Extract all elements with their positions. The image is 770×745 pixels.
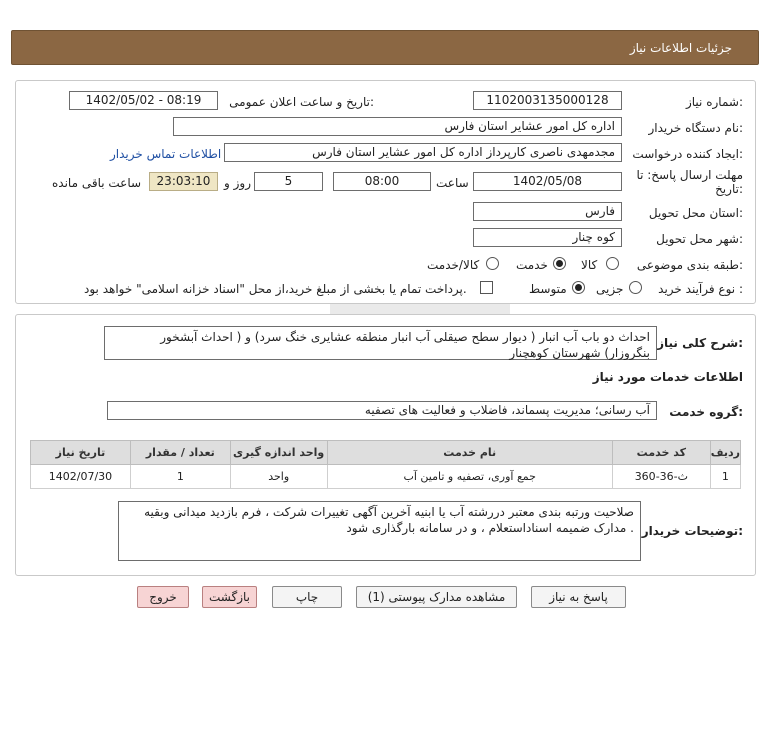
buyer-notes-field: صلاحیت ورتبه بندی معتبر دررشته آب یا ابنیه آخرین آگهی تغییرات شرکت ، فرم بازدید میدانی وبقیه مدارک ضمیمه اسناداستعلام ، و در سامانه بارگذاری شود . xyxy=(118,501,641,561)
category-radio-goods[interactable] xyxy=(606,257,619,270)
process-radio-medium[interactable] xyxy=(572,281,585,294)
buyer-contact-link[interactable]: اطلاعات تماس خریدار xyxy=(110,147,222,161)
category-radio-goods-service[interactable] xyxy=(486,257,499,270)
province-field: فارس xyxy=(473,202,622,221)
cell-need-date: 1402/07/30 xyxy=(31,465,131,489)
creator-label: ایجاد کننده درخواست: xyxy=(632,147,743,161)
col-header-row-number: ردیف xyxy=(710,441,740,465)
province-label: استان محل تحویل: xyxy=(648,206,743,220)
need-number-field: 1102003135000128 xyxy=(473,91,622,110)
col-header-quantity: تعداد / مقدار xyxy=(130,441,230,465)
category-label: طبقه بندی موضوعی: xyxy=(636,258,743,272)
announce-field: 1402/05/02 - 08:19 xyxy=(69,91,218,110)
process-label: نوع فرآیند خرید : xyxy=(658,282,743,296)
cell-service-code: ث-36-360 xyxy=(612,465,710,489)
category-option-service: خدمت xyxy=(516,258,548,272)
city-field: کوه چنار xyxy=(473,228,622,247)
table-row xyxy=(31,465,741,489)
exit-button[interactable]: خروج xyxy=(137,586,189,608)
page-header xyxy=(11,30,759,65)
creator-field: مجدمهدی ناصری کارپرداز اداره کل امور عشایر استان فارس xyxy=(224,143,622,162)
services-heading: اطلاعات خدمات مورد نیاز xyxy=(592,370,743,384)
buyer-notes-label: توضیحات خریدار: xyxy=(641,524,743,538)
view-attachments-button[interactable]: مشاهده مدارک پیوستی (1) xyxy=(356,586,517,608)
col-header-service-name: نام خدمت xyxy=(327,441,612,465)
buyer-org-field: اداره کل امور عشایر استان فارس xyxy=(173,117,622,136)
need-number-label: شماره نیاز: xyxy=(685,95,743,109)
process-radio-minor[interactable] xyxy=(629,281,642,294)
category-option-goods-service: کالا/خدمت xyxy=(427,258,480,272)
deadline-date-label: تاریخ: xyxy=(715,182,743,196)
service-group-label: گروه خدمت: xyxy=(669,405,743,419)
deadline-time-field: 08:00 xyxy=(333,172,431,191)
service-group-field: آب رسانی؛ مدیریت پسماند، فاضلاب و فعالیت های تصفیه xyxy=(107,401,657,420)
summary-field: احداث دو باب آب انبار ( دیوار سطح صیقلی آب انبار منطقه عشایری خنگ سرد) و ( احداث آبشخور بنگروزار) شهرستان کوهچنار xyxy=(104,326,657,360)
col-header-unit: واحد اندازه گیری xyxy=(230,441,327,465)
cell-unit: واحد xyxy=(230,465,327,489)
table-header-row xyxy=(31,441,741,465)
category-option-goods: کالا xyxy=(581,258,598,272)
treasury-payment-checkbox[interactable] xyxy=(480,281,493,294)
cell-row-number: 1 xyxy=(710,465,740,489)
process-option-medium: متوسط xyxy=(529,282,567,296)
buyer-org-label: نام دستگاه خریدار: xyxy=(648,121,743,135)
reply-button[interactable]: پاسخ به نیاز xyxy=(531,586,626,608)
summary-label: شرح کلی نیاز: xyxy=(657,336,743,350)
col-header-need-date: تاریخ نیاز xyxy=(31,441,131,465)
category-radio-service[interactable] xyxy=(553,257,566,270)
deadline-time-label: ساعت xyxy=(436,176,469,190)
announce-label: تاریخ و ساعت اعلان عمومی: xyxy=(229,95,374,109)
page-title: جزئیات اطلاعات نیاز xyxy=(629,41,732,55)
process-option-minor: جزیی xyxy=(596,282,624,296)
back-button[interactable]: بازگشت xyxy=(202,586,257,608)
remaining-label: ساعت باقی مانده xyxy=(52,176,142,190)
cell-quantity: 1 xyxy=(130,465,230,489)
days-label: روز و xyxy=(224,176,251,190)
days-field: 5 xyxy=(254,172,323,191)
remaining-time-field: 23:03:10 xyxy=(149,172,218,191)
services-table xyxy=(30,440,741,489)
col-header-service-code: کد خدمت xyxy=(612,441,710,465)
print-button[interactable]: چاپ xyxy=(272,586,342,608)
treasury-payment-note: پرداخت تمام یا بخشی از مبلغ خرید،از محل "اسناد خزانه اسلامی" خواهد بود. xyxy=(84,282,467,296)
city-label: شهر محل تحویل: xyxy=(656,232,743,246)
deadline-date-field: 1402/05/08 xyxy=(473,172,622,191)
cell-service-name: جمع آوری، تصفیه و تامین آب xyxy=(327,465,612,489)
deadline-label: مهلت ارسال پاسخ: تا xyxy=(636,168,743,182)
